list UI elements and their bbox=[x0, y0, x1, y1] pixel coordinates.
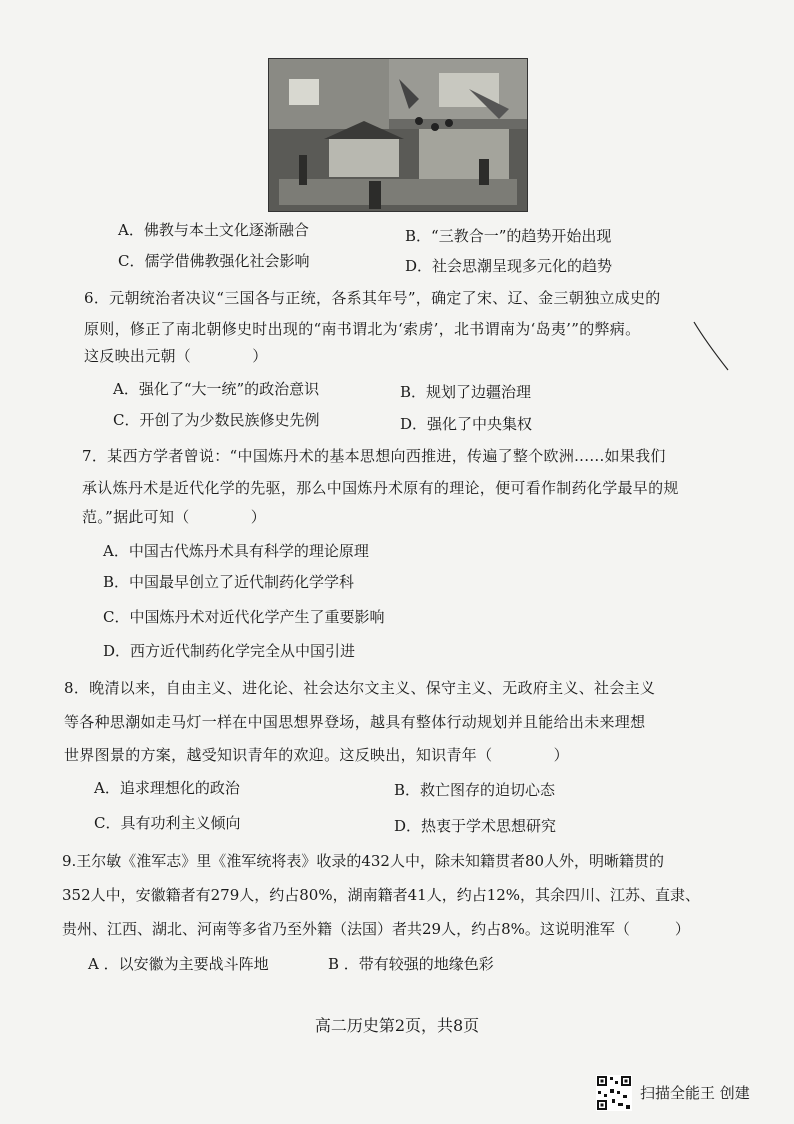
q9-option-a: A ．以安徽为主要战斗阵地 bbox=[88, 955, 269, 973]
q7-line-1: 7．某西方学者曾说：“中国炼丹术的基本思想向西推进，传遍了整个欧洲......如果我们 bbox=[82, 447, 666, 465]
q6-line-3: 这反映出元朝（ ） bbox=[84, 347, 268, 365]
q6-option-b: B．规划了边疆治理 bbox=[400, 383, 532, 401]
q6-option-a: A．强化了“大一统”的政治意识 bbox=[113, 380, 320, 398]
scanner-brand-label: 扫描全能王 创建 bbox=[640, 1084, 750, 1102]
q6-line-2: 原则，修正了南北朝修史时出现的“南书谓北为‘索虏’，北书谓南为‘岛夷’”的弊病。 bbox=[84, 320, 641, 338]
q8-option-b: B．救亡图存的迫切心态 bbox=[394, 781, 556, 799]
q9-line-2: 352人中，安徽籍者有279人，约占80%，湖南籍者41人，约占12%，其余四川、江苏、直隶、 bbox=[62, 886, 701, 904]
q5-option-a: A．佛教与本土文化逐渐融合 bbox=[118, 221, 309, 239]
q7-option-d: D．西方近代制药化学完全从中国引进 bbox=[103, 642, 356, 660]
q8-line-3: 世界图景的方案，越受知识青年的欢迎。这反映出，知识青年（ ） bbox=[64, 746, 569, 764]
page-footer: 高二历史第2页，共8页 bbox=[314, 1016, 480, 1035]
q7-line-2: 承认炼丹术是近代化学的先驱，那么中国炼丹术原有的理论，便可看作制药化学最早的规 bbox=[82, 479, 679, 497]
q6-option-d: D．强化了中央集权 bbox=[400, 415, 533, 433]
q5-option-c: C．儒学借佛教强化社会影响 bbox=[118, 252, 310, 270]
q8-option-c: C．具有功利主义倾向 bbox=[94, 814, 241, 832]
q7-line-3: 范。”据此可知（ ） bbox=[82, 508, 267, 526]
q8-line-1: 8．晚清以来，自由主义、进化论、社会达尔文主义、保守主义、无政府主义、社会主义 bbox=[64, 679, 656, 697]
qr-code-icon bbox=[596, 1075, 632, 1111]
q7-option-b: B．中国最早创立了近代制药化学学科 bbox=[103, 573, 355, 591]
q5-option-d: D．社会思潮呈现多元化的趋势 bbox=[405, 257, 613, 275]
q9-line-1: 9.王尔敏《淮军志》里《淮军统将表》收录的432人中，除未知籍贯者80人外，明晰籍贯的 bbox=[62, 852, 665, 870]
q8-option-a: A．追求理想化的政治 bbox=[94, 779, 240, 797]
q7-option-a: A．中国古代炼丹术具有科学的理论原理 bbox=[103, 542, 369, 560]
q9-line-3: 贵州、江西、湖北、河南等多省乃至外籍（法国）者共29人，约占8%。这说明淮军（ ） bbox=[62, 920, 690, 938]
q5-option-b: B．“三教合一”的趋势开始出现 bbox=[405, 227, 612, 245]
q7-option-c: C．中国炼丹术对近代化学产生了重要影响 bbox=[103, 608, 385, 626]
pen-mark bbox=[688, 318, 732, 374]
q8-option-d: D．热衷于学术思想研究 bbox=[394, 817, 557, 835]
q6-line-1: 6．元朝统治者决议“三国各与正统，各系其年号”，确定了宋、辽、金三朝独立成史的 bbox=[84, 289, 661, 307]
q8-line-2: 等各种思潮如走马灯一样在中国思想界登场，越具有整体行动规划并且能给出未来理想 bbox=[64, 713, 646, 731]
q9-option-b: B ．带有较强的地缘色彩 bbox=[328, 955, 494, 973]
q6-option-c: C．开创了为少数民族修史先例 bbox=[113, 411, 320, 429]
mural-image bbox=[268, 58, 528, 212]
